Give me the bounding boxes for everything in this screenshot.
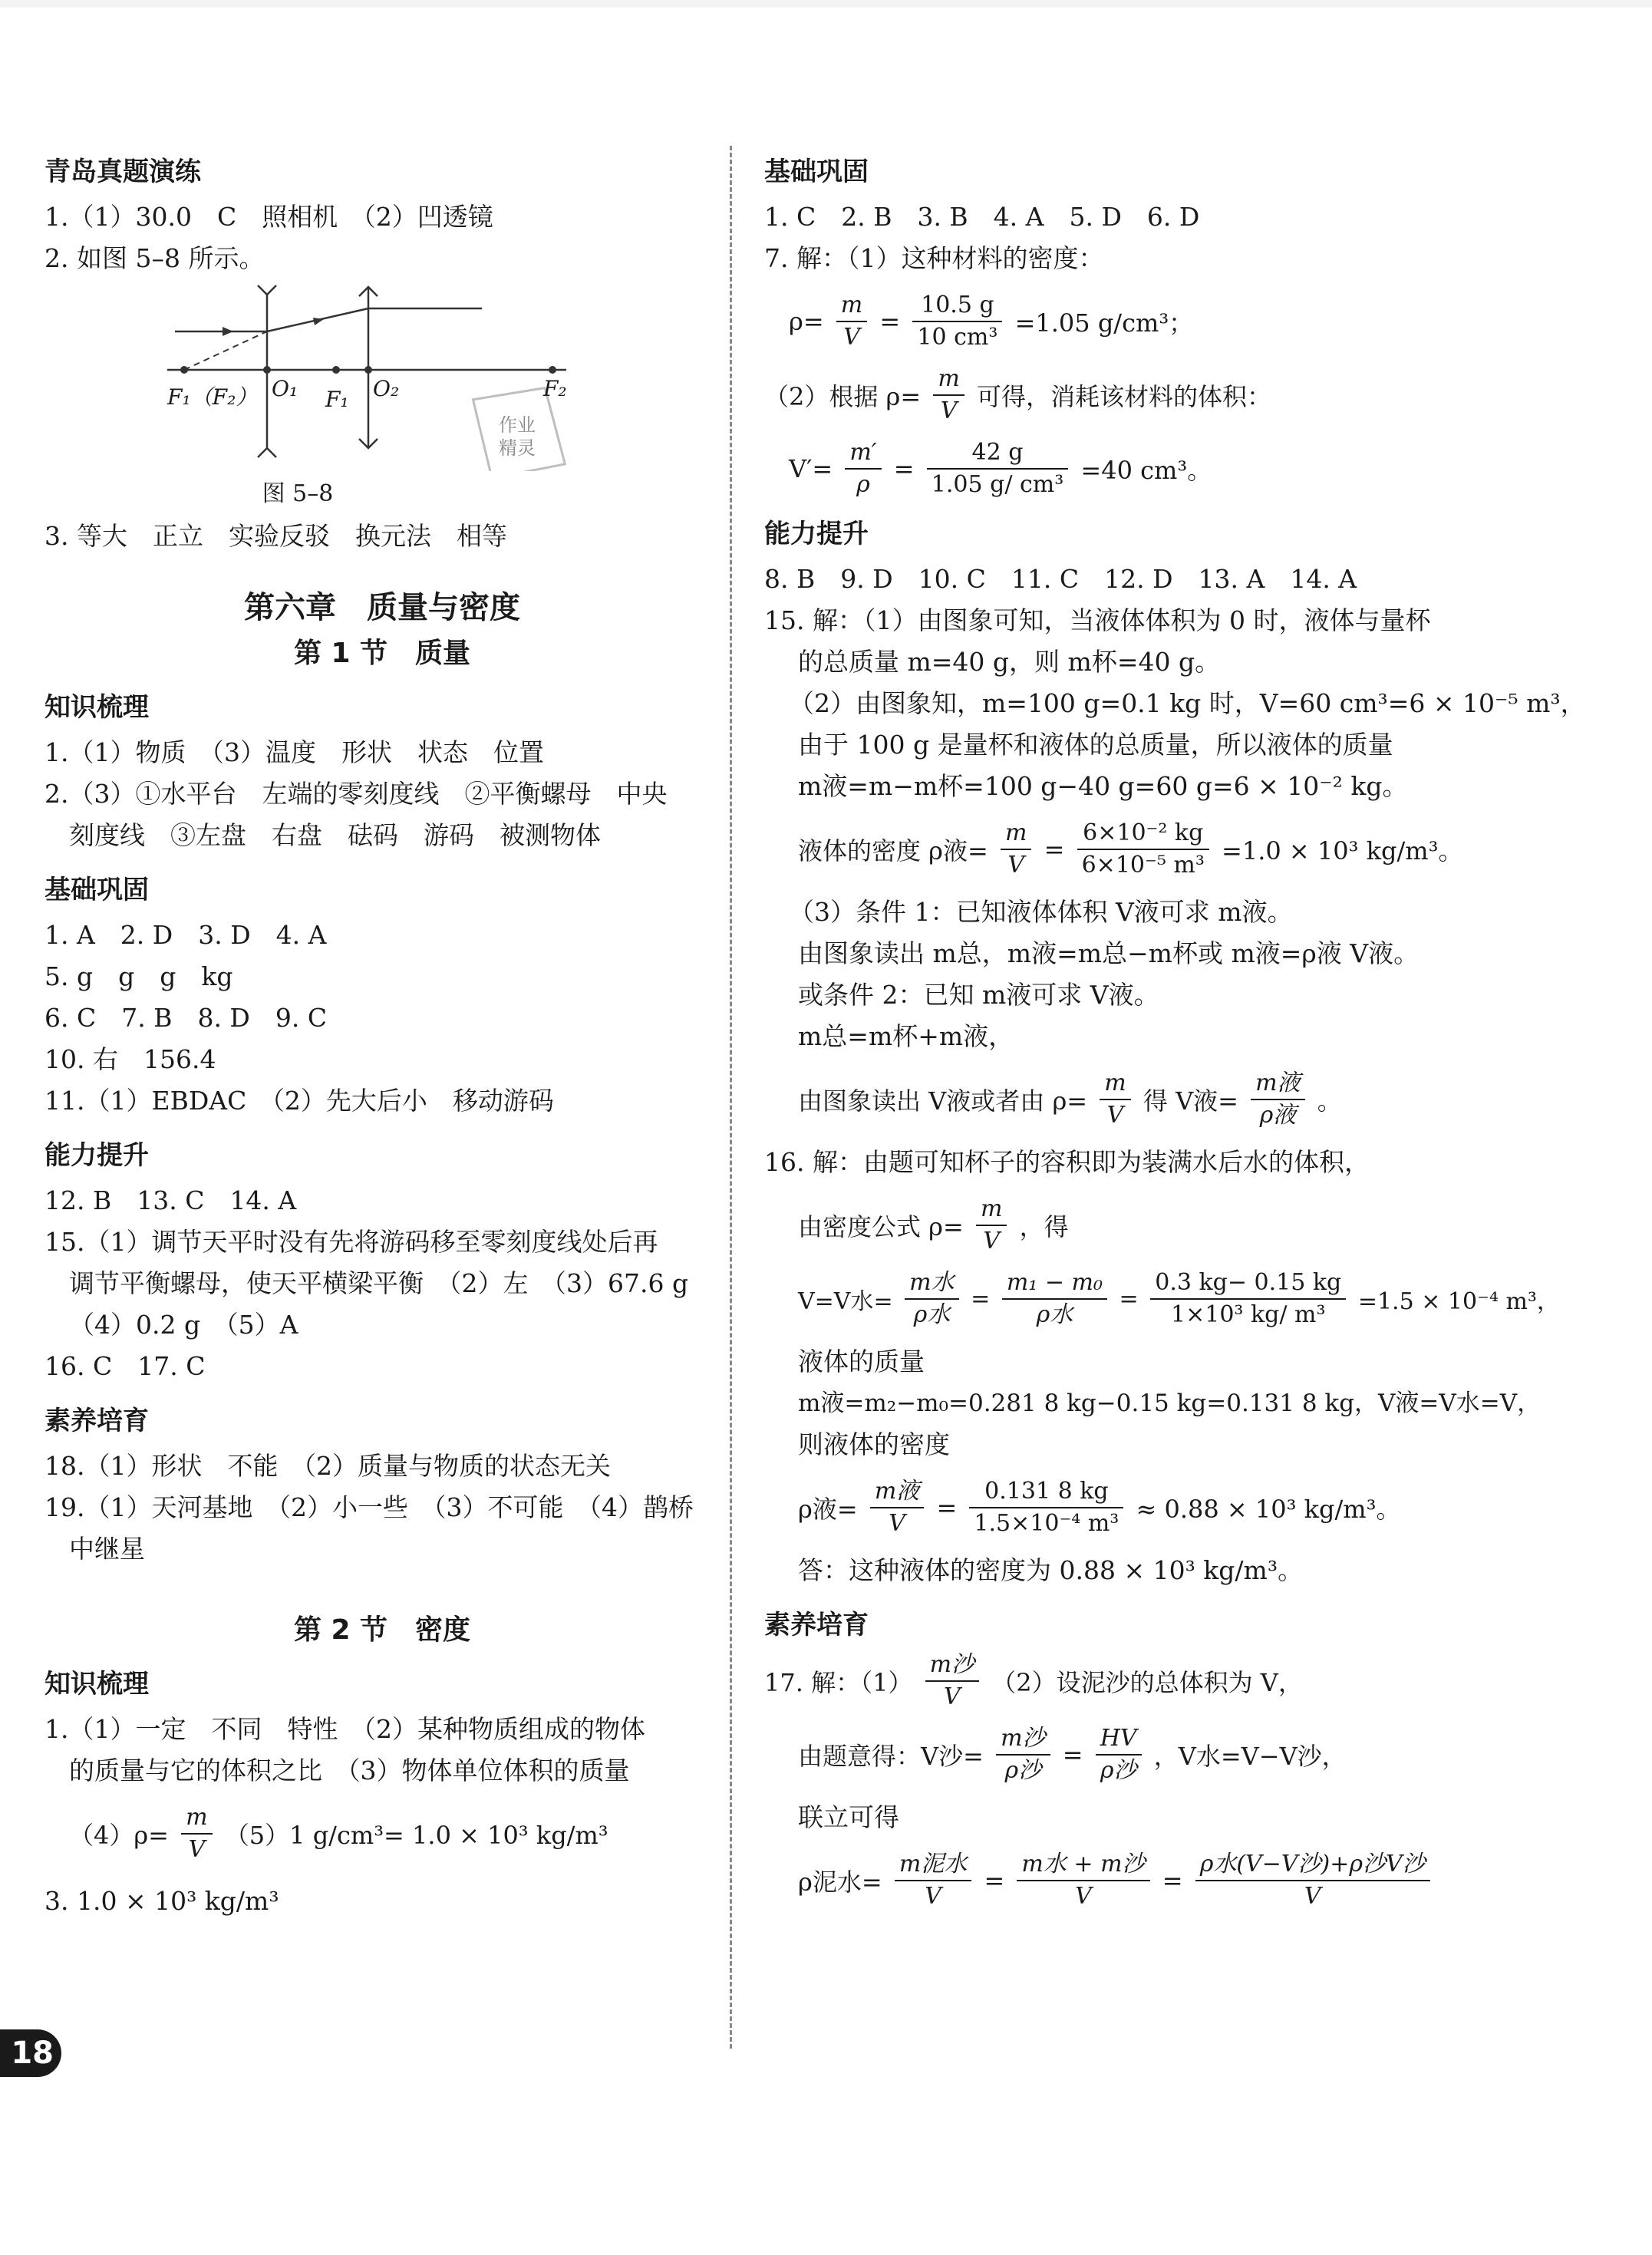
section-title-literacy-r: 素养培育 xyxy=(764,1610,869,1640)
answer-line: 答：这种液体的密度为 0.88 × 10³ kg/m³。 xyxy=(798,1555,1304,1585)
answer-line: 1. A 2. D 3. D 4. A xyxy=(45,920,327,950)
section-title-literacy: 素养培育 xyxy=(45,1406,149,1436)
column-divider xyxy=(730,146,732,2049)
lens-ray-figure xyxy=(45,279,720,471)
label-f1-f2: F₁（F₂） xyxy=(167,384,258,410)
section-title-knowledge-2: 知识梳理 xyxy=(45,1669,149,1699)
answer-line: 液体的质量 xyxy=(798,1347,925,1376)
page-number-badge: 18 xyxy=(0,2029,61,2077)
answer-line: 11.（1）EBDAC （2）先大后小 移动游码 xyxy=(45,1086,554,1116)
formula-line: V′= $\frac{m'}{\rho}$ = $\frac{42 g}{\text{1.05 g/ cm³}}$ =40 cm³。 xyxy=(789,439,1212,498)
label-o2: O₂ xyxy=(373,376,400,401)
section-heading-mass: 第 1 节 质量 xyxy=(293,638,471,669)
answer-line: 或条件 2：已知 m液可求 V液。 xyxy=(798,980,1159,1010)
answer-line: 2.（3）①水平台 左端的零刻度线 ②平衡螺母 中央 xyxy=(45,779,668,809)
answer-line: （3）条件 1：已知液体体积 V液可求 m液。 xyxy=(789,897,1293,927)
label-f2: F₂ xyxy=(543,376,567,401)
stamp-text-1: 作业 xyxy=(499,414,536,436)
section-title-ability-r: 能力提升 xyxy=(764,519,869,549)
answer-line: 1. C 2. B 3. B 4. A 5. D 6. D xyxy=(764,202,1200,232)
answer-line: 15. 解：（1）由图象可知，当液体体积为 0 时，液体与量杯 xyxy=(764,605,1431,635)
formula-line: （2）根据 ρ= $\frac{m}{V}$ 可得，消耗该材料的体积： xyxy=(764,365,1271,424)
section-heading-density: 第 2 节 密度 xyxy=(293,1614,471,1646)
formula-line: 由密度公式 ρ= $\frac{m}{V}$ ，得 xyxy=(798,1195,1069,1254)
answer-line: 1.（1）一定 不同 特性 （2）某种物质组成的物体 xyxy=(45,1714,645,1744)
answer-line: （2）由图象知，m=100 g=0.1 kg 时，V=60 cm³=6 × 10⁻⁵ m³， xyxy=(789,688,1586,718)
stamp-text-2: 精灵 xyxy=(499,437,536,459)
scan-top-edge xyxy=(0,0,1652,8)
formula-line: ρ= $\frac{m}{V}$ = $\frac{10.5 g}{\text{10 cm³}}$ =1.05 g/cm³； xyxy=(789,292,1194,351)
answer-line: （4）0.2 g （5）A xyxy=(69,1310,298,1340)
formula-line: 液体的密度 ρ液= $\frac{m}{V}$ = $\frac{\text{6×10⁻² kg}}{\text{6×10⁻⁵ m³}}$ =1.0 × 10³ kg/m³。 xyxy=(798,819,1463,879)
section-title-basic-r: 基础巩固 xyxy=(764,157,869,187)
answer-line: 19.（1）天河基地 （2）小一些 （3）不可能 （4）鹊桥 xyxy=(45,1492,694,1522)
answer-line: 12. B 13. C 14. A xyxy=(45,1185,297,1215)
answer-line: 由于 100 g 是量杯和液体的总质量，所以液体的质量 xyxy=(798,730,1393,760)
right-column xyxy=(764,138,1608,1923)
formula-line: 由图象读出 V液或者由 ρ= $\frac{m}{V}$ 得 V液= m液 ρ液 。 xyxy=(798,1070,1342,1129)
answer-line: 调节平衡螺母，使天平横梁平衡 （2）左 （3）67.6 g xyxy=(69,1268,689,1298)
formula-line: 17. 解：（1） m沙 V （2）设泥沙的总体积为 V， xyxy=(764,1651,1303,1710)
answer-line: 18.（1）形状 不能 （2）质量与物质的状态无关 xyxy=(45,1451,611,1481)
answer-line: 16. 解：由题可知杯子的容积即为装满水后水的体积， xyxy=(764,1147,1370,1177)
section-title-basic: 基础巩固 xyxy=(45,875,149,905)
answer-line: 刻度线 ③左盘 右盘 砝码 游码 被测物体 xyxy=(69,820,601,850)
fraction: $\frac{m}{V}$ xyxy=(181,1802,212,1865)
figure-caption: 图 5–8 xyxy=(262,480,334,507)
formula-line: （4）ρ= $\frac{m}{V}$ （5）1 g/cm³= 1.0 × 10³ kg/m³ xyxy=(45,1802,720,1865)
answer-line: 1.（1）物质 （3）温度 形状 状态 位置 xyxy=(45,737,544,767)
section-title-knowledge: 知识梳理 xyxy=(45,692,149,723)
answer-line: 的质量与它的体积之比 （3）物体单位体积的质量 xyxy=(69,1756,630,1785)
answer-line: 16. C 17. C xyxy=(45,1351,206,1381)
formula-line: 由题意得：V沙= m沙 ρ沙 = HV ρ沙 ，V水=V−V沙， xyxy=(798,1725,1347,1784)
answer-line: 3. 等大 正立 实验反驳 换元法 相等 xyxy=(45,521,507,551)
formula-line: V=V水= m水 ρ水 = m₁ − m₀ ρ水 = $\frac{0.3 kg- 0.15 kg}{\text{1×10³ kg/ m³}}$ =1.5 × 10⁻⁴ m³， xyxy=(798,1269,1560,1328)
left-column xyxy=(45,138,720,1922)
answer-line: 15.（1）调节天平时没有先将游码移至零刻度线处后再 xyxy=(45,1227,658,1257)
answer-line: 3. 1.0 × 10³ kg/m³ xyxy=(45,1886,279,1916)
answer-line: 10. 右 156.4 xyxy=(45,1044,216,1074)
section-title-qingdao: 青岛真题演练 xyxy=(45,157,201,187)
answer-line: 的总质量 m=40 g，则 m杯=40 g。 xyxy=(798,647,1221,677)
answer-line: 联立可得 xyxy=(798,1802,899,1832)
lens-diagram-svg xyxy=(45,279,720,471)
answer-line: 由图象读出 m总，m液=m总−m杯或 m液=ρ液 V液。 xyxy=(798,938,1420,968)
answer-line: 5. g g g kg xyxy=(45,961,233,991)
section-title-ability: 能力提升 xyxy=(45,1140,149,1171)
answer-line: 6. C 7. B 8. D 9. C xyxy=(45,1003,328,1033)
answer-line: 8. B 9. D 10. C 11. C 12. D 13. A 14. A xyxy=(764,564,1357,594)
chapter-title: 第六章 质量与密度 xyxy=(244,590,520,625)
formula-line: ρ液= m液 V = $\frac{0.131 8 kg}{\text{1.5×10⁻⁴ m³}}$ ≈ 0.88 × 10³ kg/m³。 xyxy=(798,1478,1401,1537)
answer-line: 7. 解：（1）这种材料的密度： xyxy=(764,243,1104,273)
answer-line: 中继星 xyxy=(69,1534,145,1564)
formula-line: ρ泥水= m泥水 V = m水 + m沙 V = ρ水(V−V沙)+ρ沙V沙 V xyxy=(764,1849,1608,1912)
label-o1: O₁ xyxy=(272,376,298,401)
answer-line: 1.（1）30.0 C 照相机 （2）凹透镜 xyxy=(45,202,493,232)
answer-line: m液=m−m杯=100 g−40 g=60 g=6 × 10⁻² kg。 xyxy=(798,771,1408,801)
answer-line: 2. 如图 5–8 所示。 xyxy=(45,243,265,273)
label-f1: F₁ xyxy=(325,387,349,412)
answer-line: 则液体的密度 xyxy=(798,1429,950,1459)
answer-line: m液=m₂−m₀=0.281 8 kg−0.15 kg=0.131 8 kg，V液=V水=V， xyxy=(798,1390,1542,1417)
answer-line: m总=m杯+m液， xyxy=(798,1021,1014,1051)
